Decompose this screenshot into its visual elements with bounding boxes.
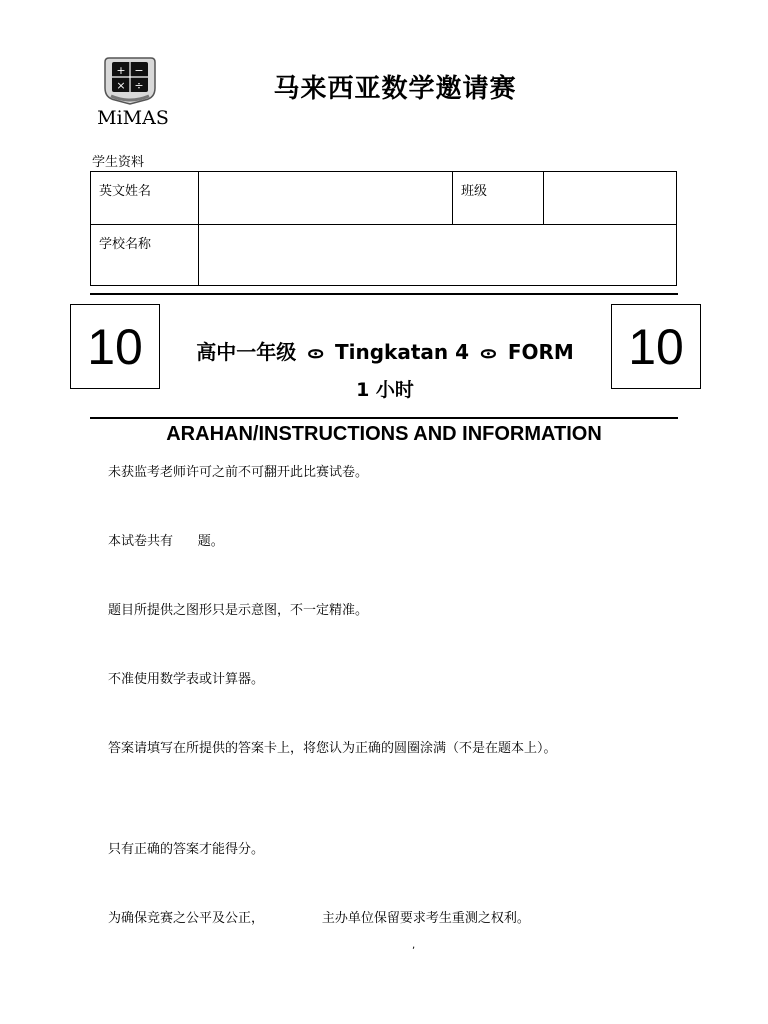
- svg-text:÷: ÷: [134, 79, 144, 92]
- instruction-item: 题目所提供之图形只是示意图，不一定精准。: [108, 603, 369, 618]
- grade-malay: Tingkatan 4: [335, 340, 470, 364]
- form-number-right: 10: [611, 304, 701, 389]
- page-title: 马来西亚数学邀请赛: [273, 74, 517, 104]
- instruction-item: 本试卷共有 题。: [108, 534, 224, 549]
- instructions-heading: ARAHAN/INSTRUCTIONS AND INFORMATION: [166, 423, 602, 445]
- grade-chinese: 高中一年级: [196, 340, 297, 364]
- divider-top: [90, 293, 678, 295]
- exam-duration: 1 小时: [356, 379, 414, 401]
- svg-text:−: −: [134, 64, 144, 77]
- instruction-item: 不准使用数学表或计算器。: [108, 672, 265, 687]
- student-info-table: [90, 171, 677, 286]
- svg-text:+: +: [116, 64, 126, 77]
- instruction-item: 为确保竞赛之公平及公正， 主办单位保留要求考生重测之权利。: [108, 911, 530, 926]
- grade-line: [180, 336, 590, 365]
- math-emblem-icon: [101, 54, 159, 106]
- instruction-item: 只有正确的答案才能得分。: [108, 842, 265, 857]
- name-field[interactable]: [199, 172, 453, 225]
- instruction-item: 答案请填写在所提供的答案卡上，将您认为正确的圆圈涂满（不是在题本上）。: [108, 741, 557, 756]
- divider-bottom: [90, 417, 678, 419]
- name-label: 英文姓名: [91, 172, 199, 225]
- instruction-item: 未获监考老师许可之前不可翻开此比赛试卷。: [108, 465, 369, 480]
- mimas-logo: [96, 54, 172, 134]
- svg-text:×: ×: [116, 79, 126, 92]
- ornament-icon: ᯣ: [307, 343, 325, 363]
- ornament-icon: ᯣ: [480, 343, 497, 363]
- grade-english: FORM: [507, 340, 574, 364]
- student-info-label: 学生资料: [92, 155, 145, 170]
- form-number-left: 10: [70, 304, 160, 389]
- class-label: 班级: [453, 172, 544, 225]
- class-field[interactable]: [544, 172, 677, 225]
- footer-mark: ,: [412, 940, 416, 951]
- logo-text: MiMAS: [97, 107, 169, 129]
- school-field[interactable]: [199, 225, 677, 286]
- school-label: 学校名称: [91, 225, 199, 286]
